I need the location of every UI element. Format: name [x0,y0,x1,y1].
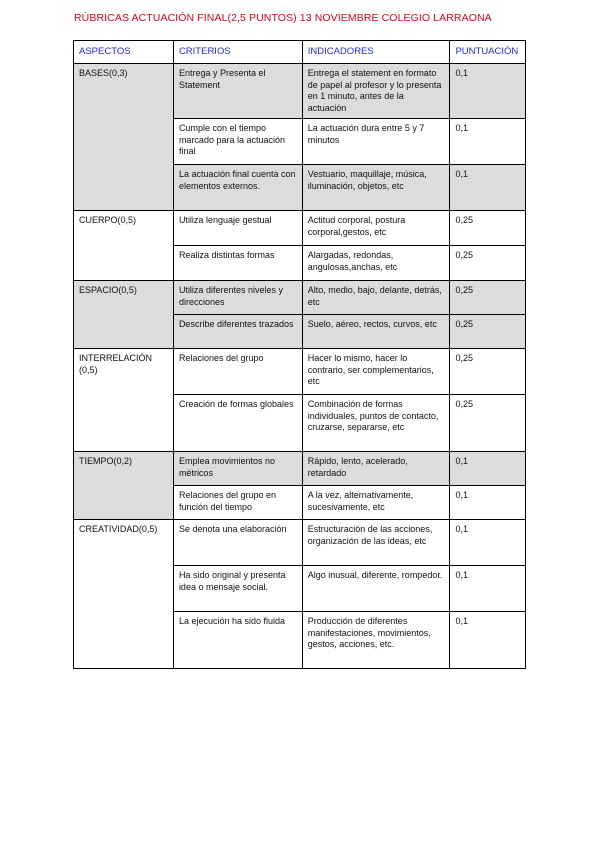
header-criterios: CRITERIOS [173,41,302,64]
puntuacion-cell: 0,25 [450,246,526,281]
aspect-cell: INTERRELACIÓN (0,5) [74,349,174,452]
aspect-cell: CUERPO(0,5) [74,211,174,281]
table-header-row [74,41,526,64]
indicador-cell: Suelo, aéreo, rectos, curvos, etc [302,315,450,349]
table-row [74,520,526,566]
puntuacion-cell: 0,1 [450,64,526,119]
criterio-cell: Relaciones del grupo en función del tiempo [173,486,302,520]
indicador-cell: Alto, medio, bajo, delante, detrás, etc [302,281,450,315]
table-row [74,349,526,395]
indicador-cell: Combinación de formas individuales, puntos de contacto, cruzarse, separarse, etc [302,395,450,452]
rubric-table [73,40,526,669]
header-aspectos: ASPECTOS [74,41,174,64]
aspect-cell: ESPACIO(0,5) [74,281,174,349]
criterio-cell: Creación de formas globales [173,395,302,452]
table-row [74,211,526,246]
criterio-cell: Emplea movimientos no métricos [173,452,302,486]
indicador-cell: A la vez, alternativamente, sucesivamente, etc [302,486,450,520]
indicador-cell: Alargadas, redondas, angulosas,anchas, etc [302,246,450,281]
document-title: RÚBRICAS ACTUACIÓN FINAL(2,5 PUNTOS) 13 NOVIEMBRE COLEGIO LARRAONA [74,12,492,24]
criterio-cell: La actuación final cuenta con elementos externos. [173,165,302,211]
aspect-cell: BASES(0,3) [74,64,174,211]
criterio-cell: Relaciones del grupo [173,349,302,395]
puntuacion-cell: 0,1 [450,452,526,486]
puntuacion-cell: 0,1 [450,119,526,165]
puntuacion-cell: 0,25 [450,349,526,395]
indicador-cell: Algo inusual, diferente, rompedor. [302,566,450,612]
puntuacion-cell: 0,25 [450,211,526,246]
indicador-cell: Vestuario, maquillaje, música, iluminación, objetos, etc [302,165,450,211]
criterio-cell: Utiliza diferentes niveles y direcciones [173,281,302,315]
puntuacion-cell: 0,1 [450,486,526,520]
aspect-cell: CREATIVIDAD(0,5) [74,520,174,669]
criterio-cell: Utiliza lenguaje gestual [173,211,302,246]
aspect-cell: TIEMPO(0,2) [74,452,174,520]
indicador-cell: Rápido, lento, acelerado, retardado [302,452,450,486]
header-puntuacion: PUNTUACIÓN [450,41,526,64]
indicador-cell: La actuación dura entre 5 y 7 minutos [302,119,450,165]
indicador-cell: Hacer lo mismo, hacer lo contrario, ser complementarios, etc [302,349,450,395]
criterio-cell: Entrega y Presenta el Statement [173,64,302,119]
indicador-cell: Estructuración de las acciones, organización de las ideas, etc [302,520,450,566]
puntuacion-cell: 0,1 [450,520,526,566]
indicador-cell: Producción de diferentes manifestaciones, movimientos, gestos, acciones, etc. [302,612,450,669]
criterio-cell: Describe diferentes trazados [173,315,302,349]
puntuacion-cell: 0,25 [450,281,526,315]
criterio-cell: Realiza distintas formas [173,246,302,281]
table-row [74,281,526,315]
criterio-cell: Ha sido original y presenta idea o mensaje social. [173,566,302,612]
puntuacion-cell: 0,1 [450,566,526,612]
criterio-cell: Se denota una elaboración [173,520,302,566]
indicador-cell: Actitud corporal, postura corporal,gestos, etc [302,211,450,246]
puntuacion-cell: 0,1 [450,165,526,211]
indicador-cell: Entrega el statement en formato de papel al profesor y lo presenta en 1 minuto, antes de la actuación [302,64,450,119]
puntuacion-cell: 0,1 [450,612,526,669]
table-row [74,64,526,119]
puntuacion-cell: 0,25 [450,395,526,452]
criterio-cell: Cumple con el tiempo marcado para la actuación final [173,119,302,165]
header-indicadores: INDICADORES [302,41,450,64]
table-row [74,452,526,486]
criterio-cell: La ejecución ha sido fluida [173,612,302,669]
puntuacion-cell: 0,25 [450,315,526,349]
